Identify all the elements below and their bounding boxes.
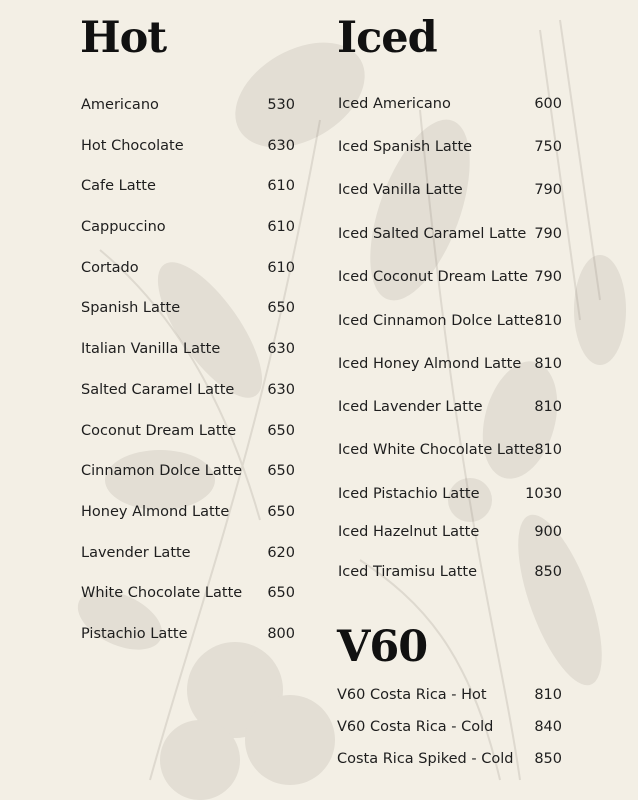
item-price: 810	[534, 313, 562, 329]
menu-item-row	[338, 96, 562, 112]
item-name: Lavender Latte	[81, 545, 191, 561]
menu-item-row	[338, 269, 562, 285]
menu-item-row	[81, 504, 295, 520]
item-price: 840	[534, 719, 562, 735]
item-price: 650	[267, 504, 295, 520]
item-name: Iced Hazelnut Latte	[338, 524, 480, 540]
item-price: 850	[534, 564, 562, 580]
item-name: Spanish Latte	[81, 300, 181, 316]
menu-item-row	[81, 545, 295, 561]
menu-item-row	[81, 463, 295, 479]
menu-item-row	[81, 341, 295, 357]
item-name: Iced Americano	[338, 96, 451, 112]
hot-heading: Hot	[80, 13, 167, 63]
item-name: Iced Lavender Latte	[338, 399, 483, 415]
menu-item-row	[81, 260, 295, 276]
menu-item-row	[81, 138, 295, 154]
item-name: Iced Cinnamon Dolce Latte	[338, 313, 535, 329]
item-price: 650	[267, 300, 295, 316]
item-price: 810	[534, 442, 562, 458]
item-name: V60 Costa Rica - Cold	[337, 719, 494, 735]
item-name: Costa Rica Spiked - Cold	[337, 751, 514, 767]
item-price: 810	[534, 687, 562, 703]
item-name: Salted Caramel Latte	[81, 382, 235, 398]
item-price: 810	[534, 356, 562, 372]
item-price: 790	[534, 226, 562, 242]
item-price: 750	[534, 139, 562, 155]
menu-item-row	[337, 751, 562, 767]
item-name: Iced White Chocolate Latte	[338, 442, 535, 458]
menu-item-row	[81, 219, 295, 235]
item-name: Iced Salted Caramel Latte	[338, 226, 527, 242]
item-name: Cafe Latte	[81, 178, 156, 194]
menu-item-row	[81, 585, 295, 601]
item-name: Iced Spanish Latte	[338, 139, 473, 155]
item-name: Cortado	[81, 260, 139, 276]
menu-item-row	[338, 226, 562, 242]
menu-item-row	[338, 313, 562, 329]
item-name: V60 Costa Rica - Hot	[337, 687, 487, 703]
menu-item-row	[81, 382, 295, 398]
item-name: Iced Honey Almond Latte	[338, 356, 522, 372]
item-name: Iced Coconut Dream Latte	[338, 269, 529, 285]
item-price: 610	[267, 178, 295, 194]
item-price: 1030	[525, 486, 562, 502]
menu-item-row	[81, 97, 295, 113]
menu-item-row	[338, 356, 562, 372]
item-price: 810	[534, 399, 562, 415]
menu-item-row	[338, 182, 562, 198]
item-name: Americano	[81, 97, 159, 113]
menu-item-row	[337, 719, 562, 735]
menu-item-row	[338, 139, 562, 155]
item-name: Honey Almond Latte	[81, 504, 230, 520]
menu-item-row	[338, 486, 562, 502]
menu-item-row	[81, 423, 295, 439]
item-name: Cappuccino	[81, 219, 166, 235]
menu-item-row	[338, 564, 562, 580]
item-name: Italian Vanilla Latte	[81, 341, 221, 357]
item-name: Iced Tiramisu Latte	[338, 564, 478, 580]
item-price: 650	[267, 463, 295, 479]
menu-item-row	[338, 524, 562, 540]
item-name: Iced Pistachio Latte	[338, 486, 480, 502]
item-price: 630	[267, 382, 295, 398]
item-name: Pistachio Latte	[81, 626, 188, 642]
item-price: 530	[267, 97, 295, 113]
menu-item-row	[81, 178, 295, 194]
menu-item-row	[338, 399, 562, 415]
menu-item-row	[81, 626, 295, 642]
menu-item-row	[338, 442, 562, 458]
item-price: 610	[267, 260, 295, 276]
menu-item-row	[337, 687, 562, 703]
item-price: 630	[267, 341, 295, 357]
item-price: 600	[534, 96, 562, 112]
item-price: 650	[267, 423, 295, 439]
item-price: 800	[267, 626, 295, 642]
item-name: White Chocolate Latte	[81, 585, 243, 601]
item-name: Cinnamon Dolce Latte	[81, 463, 243, 479]
item-name: Iced Vanilla Latte	[338, 182, 463, 198]
item-price: 900	[534, 524, 562, 540]
item-price: 610	[267, 219, 295, 235]
item-name: Coconut Dream Latte	[81, 423, 237, 439]
iced-heading: Iced	[337, 13, 437, 63]
item-price: 630	[267, 138, 295, 154]
menu-item-row	[81, 300, 295, 316]
item-price: 790	[534, 269, 562, 285]
item-name: Hot Chocolate	[81, 138, 184, 154]
item-price: 790	[534, 182, 562, 198]
v60-heading: V60	[337, 622, 428, 672]
item-price: 650	[267, 585, 295, 601]
item-price: 850	[534, 751, 562, 767]
item-price: 620	[267, 545, 295, 561]
